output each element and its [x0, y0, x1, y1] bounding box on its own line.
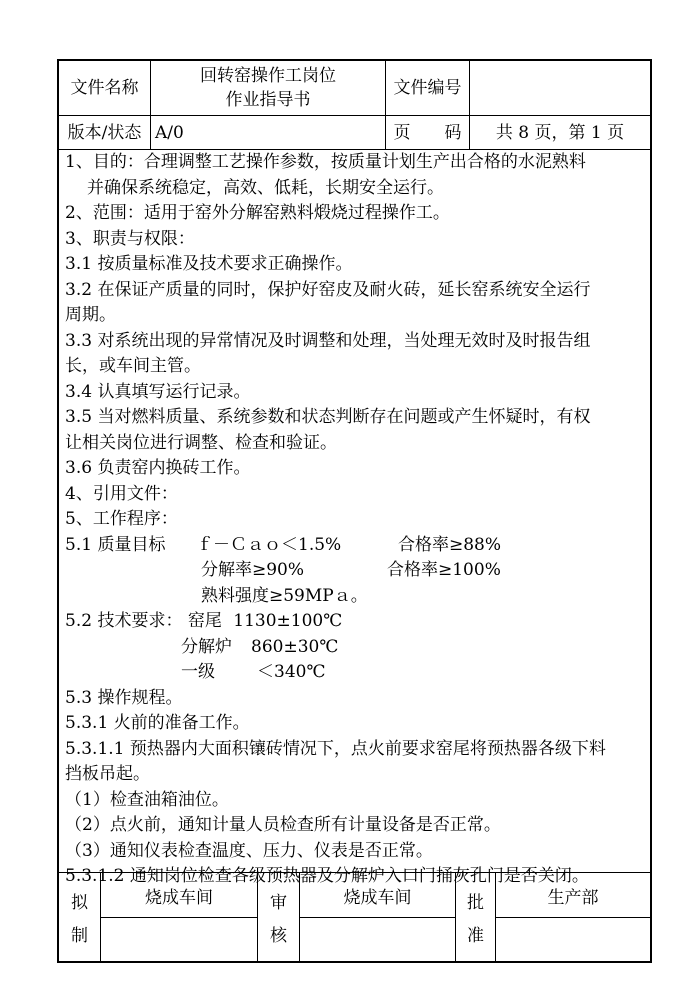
file-name-line1: 回转窑操作工岗位 — [200, 66, 336, 86]
file-name-label: 文件名称 — [59, 61, 151, 115]
review-label-cell — [258, 873, 300, 961]
body-line: 3.6 负责窑内换砖工作。 — [65, 458, 251, 478]
body-line: 4、引用文件： — [65, 483, 178, 504]
tech-kiln-tail-value: 1130±100℃ — [233, 611, 343, 631]
draft-dept: 烧成车间 — [101, 873, 257, 918]
draft-label-cell — [59, 873, 101, 961]
file-number-value — [470, 61, 650, 115]
body-line: 3.5 当对燃料质量、系统参数和状态判断存在问题或产生怀疑时，有权 — [65, 407, 591, 427]
tech-row-3 — [65, 660, 644, 686]
quality-decomposition: 分解率≥90% — [201, 560, 305, 580]
file-name-value — [151, 61, 386, 115]
body-line: 挡板吊起。 — [65, 764, 150, 784]
header-row-title — [59, 61, 650, 116]
body-line: （3）通知仪表检查温度、压力、仪表是否正常。 — [65, 840, 433, 861]
tech-row-1 — [65, 609, 644, 635]
tech-label: 5.2 技术要求： — [65, 611, 183, 631]
quality-free-cao: ｆ－Ｃａｏ＜1.5% — [196, 534, 342, 555]
quality-row-3 — [65, 584, 644, 610]
body-line: （2）点火前，通知计量人员检查所有计量设备是否正常。 — [65, 815, 501, 835]
approve-label: 批 准 — [467, 893, 484, 946]
tech-kiln-tail-name: 窑尾 — [187, 611, 222, 631]
quality-strength: 熟料强度≥59MPａ。 — [201, 585, 368, 606]
body-line: 2、范围：适用于窑外分解窑熟料煅烧过程操作工。 — [65, 203, 450, 223]
signature-table — [59, 872, 650, 961]
file-number-label: 文件编号 — [386, 61, 470, 115]
body-line: （1）检查油箱油位。 — [65, 789, 229, 810]
body-line: 让相关岗位进行调整、检查和验证。 — [65, 432, 337, 453]
version-label: 版本/状态 — [59, 116, 151, 149]
tech-stage1-name: 一级 — [181, 662, 215, 682]
tech-calciner-name: 分解炉 — [181, 636, 232, 657]
draft-dept-cell — [101, 873, 258, 961]
body-line: 周期。 — [65, 305, 116, 325]
review-dept-cell — [300, 873, 456, 961]
document-frame — [57, 59, 652, 963]
body-line: 3.1 按质量标准及技术要求正确操作。 — [65, 254, 353, 274]
tech-calciner-value: 860±30℃ — [251, 636, 339, 657]
body-line: 3.2 在保证产质量的同时，保护好窑皮及耐火砖，延长窑系统安全运行 — [65, 279, 591, 300]
page-label: 页 码 — [386, 116, 470, 149]
body-line: 5.3 操作规程。 — [65, 687, 183, 708]
body-line: 并确保系统稳定，高效、低耗，长期安全运行。 — [87, 177, 444, 198]
draft-label: 拟 制 — [71, 893, 88, 946]
review-label: 审 核 — [270, 893, 287, 946]
approve-dept: 生产部 — [496, 873, 650, 918]
quality-row-1 — [65, 533, 644, 559]
quality-row-2 — [65, 558, 644, 584]
approve-label-cell — [456, 873, 496, 961]
document-body — [59, 150, 650, 886]
quality-pass-rate-2: 合格率≥100% — [387, 560, 501, 580]
body-line: 3.4 认真填写运行记录。 — [65, 381, 251, 402]
body-line: 5.3.1 火前的准备工作。 — [65, 713, 250, 733]
header-row-version — [59, 116, 650, 150]
review-dept: 烧成车间 — [300, 873, 455, 918]
body-line: 5.3.1.2 通知岗位检查各级预热器及分解炉入口门捅灰孔门是否关闭。 — [65, 866, 589, 886]
body-line: 1、目的：合理调整工艺操作参数，按质量计划生产出合格的水泥熟料 — [65, 152, 586, 172]
approve-dept-cell — [496, 873, 650, 961]
page-value: 共 8 页，第 1 页 — [495, 122, 625, 143]
tech-row-2 — [65, 635, 644, 661]
quality-pass-rate-1: 合格率≥88% — [398, 534, 502, 555]
body-line: 3.3 对系统出现的异常情况及时调整和处理，当处理无效时及时报告组 — [65, 330, 591, 351]
body-line: 3、职责与权限： — [65, 228, 195, 249]
file-name-line2: 作业指导书 — [225, 90, 311, 110]
body-line: 5、工作程序： — [65, 509, 178, 529]
version-value: A/0 — [151, 116, 386, 149]
body-line: 5.3.1.1 预热器内大面积镶砖情况下，点火前要求窑尾将预热器各级下料 — [65, 738, 606, 759]
body-line: 长，或车间主管。 — [65, 356, 201, 376]
quality-label: 5.1 质量目标 — [65, 534, 166, 555]
tech-stage1-value: ＜340℃ — [257, 662, 326, 682]
